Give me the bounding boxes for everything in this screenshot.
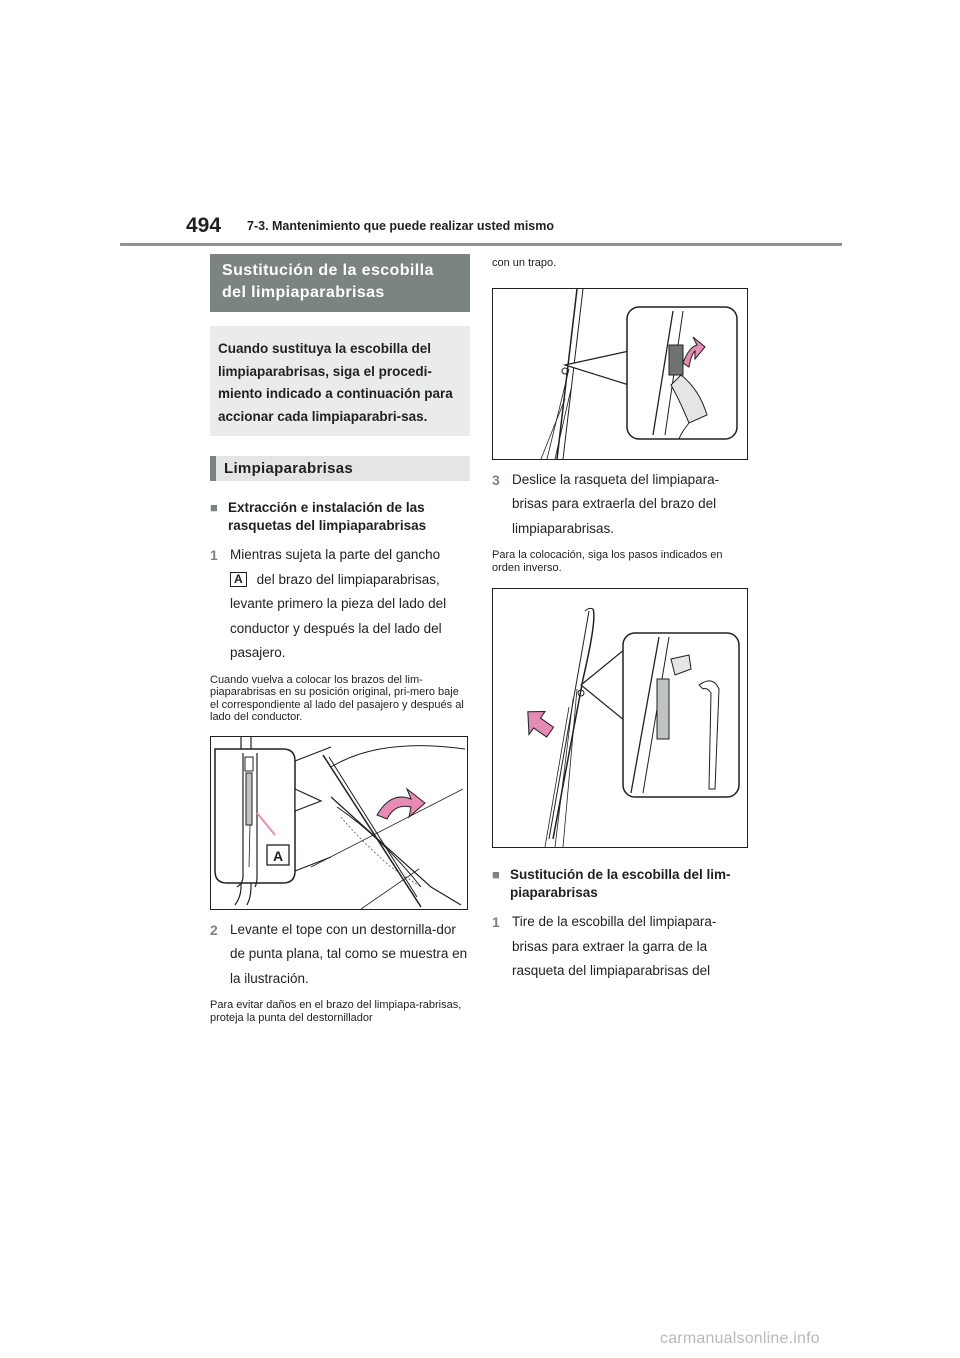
figure-stopper-lift [492, 288, 748, 460]
note-reinstall: Cuando vuelva a colocar los brazos del lim-piaparabrisas en su posición original, pri-mero baje el correspondiente al lado del pasajero y después al lado del conductor. [210, 673, 464, 723]
step-1-rubber [492, 910, 750, 984]
step-number: 3 [492, 471, 500, 488]
main-heading: Sustitución de la escobilla del limpiaparabrisas [210, 254, 470, 312]
bullet-heading-rubber [492, 866, 750, 902]
step-number: 1 [210, 547, 218, 563]
left-column [210, 254, 470, 1024]
step-text: Deslice la rasqueta del limpiapara-brisas para extraerla del brazo del limpiaparabrisas. [512, 471, 720, 536]
step-text [230, 543, 470, 666]
subheading-wipers: Limpiaparabrisas [210, 456, 470, 481]
note-protect-screwdriver: Para evitar daños en el brazo del limpiapa-rabrisas, proteja la punta del destornillador [210, 999, 462, 1024]
note-install-reverse: Para la colocación, siga los pasos indicados en orden inverso. [492, 549, 723, 574]
section-title: 7-3. Mantenimiento que puede realizar usted mismo [247, 219, 555, 233]
figure-blade-slide [492, 588, 748, 848]
step-number: 2 [210, 921, 218, 938]
figure-wiper-arm-lift [210, 736, 468, 910]
wiper-arm-illustration [211, 737, 467, 909]
note-protect-cont: con un trapo. [492, 257, 557, 269]
watermark-logo: carmanualsonline.info [660, 1330, 820, 1347]
square-bullet-icon: ■ [210, 500, 218, 515]
step-text-after: del brazo del limpiaparabrisas, levante primero la pieza del lado del conductor y después la del lado del pasajero. [230, 571, 447, 660]
right-column [492, 254, 750, 984]
square-bullet-icon: ■ [492, 867, 500, 882]
step-text: Tire de la escobilla del limpiapara-brisas para extraer la garra de la rasqueta del limpiaparabrisas del [512, 914, 717, 978]
bullet-heading-text: Extracción e instalación de las rasquetas del limpiaparabrisas [228, 500, 427, 533]
figure-callout-a: A [272, 847, 284, 864]
header-rule [120, 243, 842, 246]
page-number: 494 [186, 214, 222, 237]
step-3 [492, 468, 750, 542]
bullet-heading-text: Sustitución de la escobilla del lim-piaparabrisas [510, 867, 731, 900]
step-text-before: Mientras sujeta la parte del gancho [230, 547, 441, 562]
bullet-heading-blades [210, 499, 470, 535]
step-number: 1 [492, 914, 500, 930]
step-text: Levante el tope con un destornilla-dor de punta plana, tal como se muestra en la ilustración. [230, 921, 468, 986]
stopper-illustration [493, 289, 747, 459]
step-2 [210, 918, 470, 992]
step-1 [210, 543, 470, 666]
intro-box: Cuando sustituya la escobilla del limpiaparabrisas, siga el procedi-miento indicado a continuación para accionar cada limpiaparabri-sas. [210, 326, 470, 436]
blade-slide-illustration [493, 589, 747, 847]
callout-badge-a: A [230, 572, 247, 587]
